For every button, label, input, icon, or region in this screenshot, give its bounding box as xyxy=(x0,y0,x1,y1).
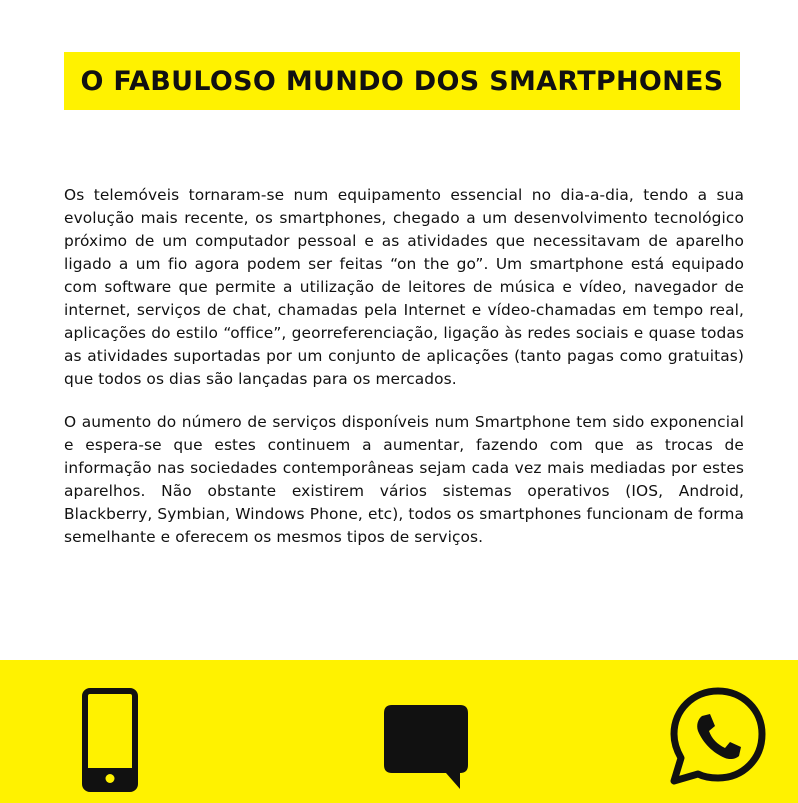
footer-bar xyxy=(0,660,798,803)
whatsapp-icon xyxy=(668,686,768,786)
title-banner xyxy=(64,52,740,110)
chat-bubble-icon xyxy=(384,705,468,789)
paragraph-2: O aumento do número de serviços disponíveis num Smartphone tem sido exponencial e espera-se que estes continuem a aumentar, fazendo com que as trocas de informação nas sociedades contemporâneas sejam cada vez mais mediadas por estes aparelhos. Não obstante existirem vários sistemas operativos (IOS, Android, Blackberry, Symbian, Windows Phone, etc), todos os smartphones funcionam de forma semelhante e oferecem os mesmos tipos de serviços. xyxy=(64,413,744,546)
paragraph-1: Os telemóveis tornaram-se num equipamento essencial no dia-a-dia, tendo a sua evolução mais recente, os smartphones, chegado a um desenvolvimento tecnológico próximo de um computador pessoal e as atividades que necessitavam de aparelho ligado a um fio agora podem ser feitas “on the go”. Um smartphone está equipado com software que permite a utilização de leitores de música e vídeo, navegador de internet, serviços de chat, chamadas pela Internet e vídeo-chamadas em tempo real, aplicações do estilo “office”, georreferenciação, ligação às redes sociais e quase todas as atividades suportadas por um conjunto de aplicações (tanto pagas como gratuitas) que todos os dias são lançadas para os mercados. xyxy=(64,186,744,388)
article-body xyxy=(64,184,744,569)
smartphone-icon xyxy=(82,688,138,792)
page-title: O FABULOSO MUNDO DOS SMARTPHONES xyxy=(80,65,724,97)
